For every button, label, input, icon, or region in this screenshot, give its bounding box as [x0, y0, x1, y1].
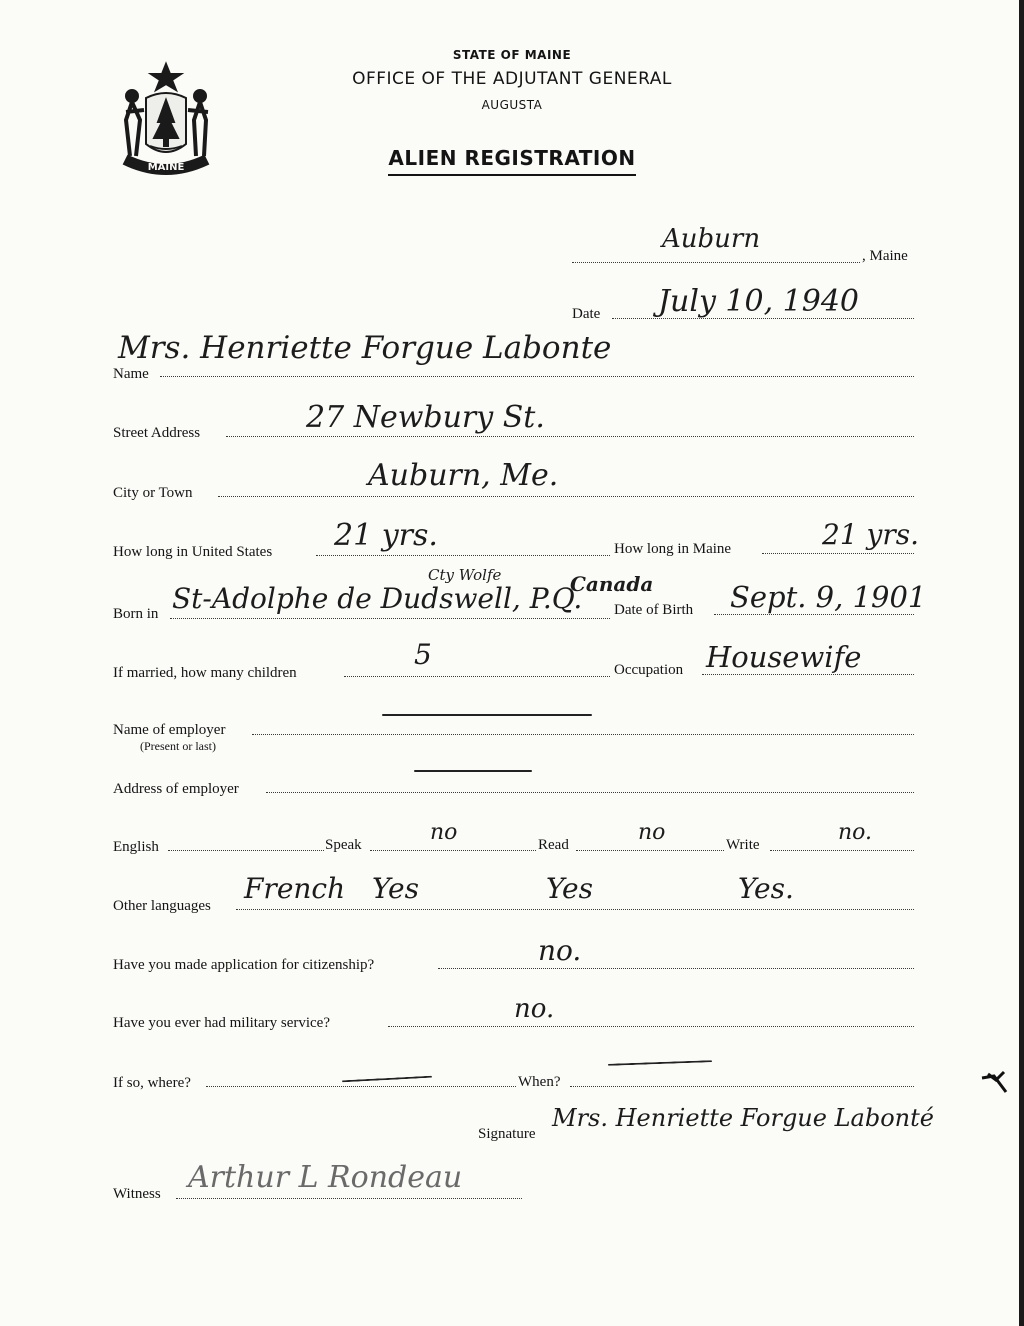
born-in-value: St-Adolphe de Dudswell, P.Q.: [172, 582, 583, 615]
if-so-where-dash: [342, 1076, 432, 1083]
how-long-us-value: 21 yrs.: [334, 518, 438, 553]
how-long-maine-label: How long in Maine: [614, 541, 732, 557]
english-label: English: [113, 839, 159, 855]
signature-value: Mrs. Henriette Forgue Labonté: [552, 1104, 934, 1132]
other-read-value: Yes: [546, 872, 593, 905]
born-note: Cty Wolfe: [428, 566, 502, 584]
military-label: Have you ever had military service?: [113, 1015, 330, 1031]
date-of-birth-value: Sept. 9, 1901: [730, 580, 927, 614]
date-of-birth-line: [714, 614, 914, 615]
name-value: Mrs. Henriette Forgue Labonte: [118, 330, 612, 366]
citizenship-value: no.: [538, 934, 582, 967]
street-value: 27 Newbury St.: [306, 400, 545, 435]
english-write-value: no.: [838, 820, 873, 845]
write-label: Write: [726, 837, 760, 853]
scan-edge: [1019, 0, 1024, 1326]
date-of-birth-label: Date of Birth: [614, 602, 694, 618]
english-read-value: no: [638, 820, 666, 845]
header-office: OFFICE OF THE ADJUTANT GENERAL: [352, 69, 672, 89]
if-so-where-label: If so, where?: [113, 1075, 191, 1091]
speak-line: [370, 850, 536, 851]
street-label: Street Address: [113, 425, 201, 441]
if-so-where-line: [206, 1086, 516, 1087]
city-value: Auburn, Me.: [368, 458, 559, 493]
signature-label: Signature: [478, 1126, 536, 1142]
read-line: [576, 850, 724, 851]
born-in-label: Born in: [113, 606, 159, 622]
maine-label: , Maine: [862, 248, 908, 264]
city-line: [218, 496, 914, 497]
occupation-value: Housewife: [706, 640, 862, 674]
date-value: July 10, 1940: [658, 284, 860, 319]
children-line: [344, 676, 610, 677]
header-state: STATE OF MAINE: [452, 48, 572, 62]
form-title: ALIEN REGISTRATION: [0, 146, 1024, 170]
margin-check-mark-icon: [980, 1068, 1010, 1098]
occupation-label: Occupation: [614, 662, 684, 678]
employer-address-dash: [414, 770, 532, 772]
english-line: [168, 850, 324, 851]
other-languages-label: Other languages: [113, 898, 211, 914]
employer-address-line: [266, 792, 914, 793]
citizenship-line: [438, 968, 914, 969]
read-label: Read: [538, 837, 569, 853]
when-label: When?: [518, 1074, 561, 1090]
employer-name-line: [252, 734, 914, 735]
speak-label: Speak: [325, 837, 362, 853]
how-long-us-label: How long in United States: [113, 544, 273, 560]
other-speak-value: Yes: [372, 872, 419, 905]
header-city: AUGUSTA: [481, 98, 543, 112]
employer-address-label: Address of employer: [113, 781, 239, 797]
how-long-us-line: [316, 555, 610, 556]
other-language-value: French: [244, 872, 346, 905]
street-line: [226, 436, 914, 437]
town-value: Auburn: [662, 224, 761, 254]
how-long-maine-value: 21 yrs.: [822, 518, 920, 551]
witness-value: Arthur L Rondeau: [188, 1160, 463, 1195]
when-line: [570, 1086, 914, 1087]
seal-banner-text: MAINE: [147, 162, 185, 173]
children-label: If married, how many children: [113, 665, 297, 681]
date-label: Date: [572, 306, 601, 322]
employer-name-label: Name of employer: [113, 722, 226, 738]
city-label: City or Town: [113, 485, 193, 501]
children-value: 5: [414, 638, 432, 671]
military-line: [388, 1026, 914, 1027]
name-label: Name: [113, 366, 149, 382]
other-write-value: Yes.: [738, 872, 794, 905]
witness-label: Witness: [113, 1186, 161, 1202]
other-languages-line: [236, 909, 914, 910]
born-in-line: [170, 618, 610, 619]
how-long-maine-line: [762, 553, 914, 554]
employer-note: (Present or last): [140, 739, 216, 753]
occupation-line: [702, 674, 914, 675]
witness-line: [176, 1198, 522, 1199]
town-line: [572, 262, 860, 263]
english-speak-value: no: [430, 820, 458, 845]
military-value: no.: [514, 994, 555, 1024]
write-line: [770, 850, 914, 851]
when-dash: [608, 1060, 712, 1066]
employer-name-dash: [382, 714, 592, 716]
born-country: Canada: [570, 572, 654, 596]
name-line: [160, 376, 914, 377]
citizenship-label: Have you made application for citizenship?: [113, 957, 375, 973]
